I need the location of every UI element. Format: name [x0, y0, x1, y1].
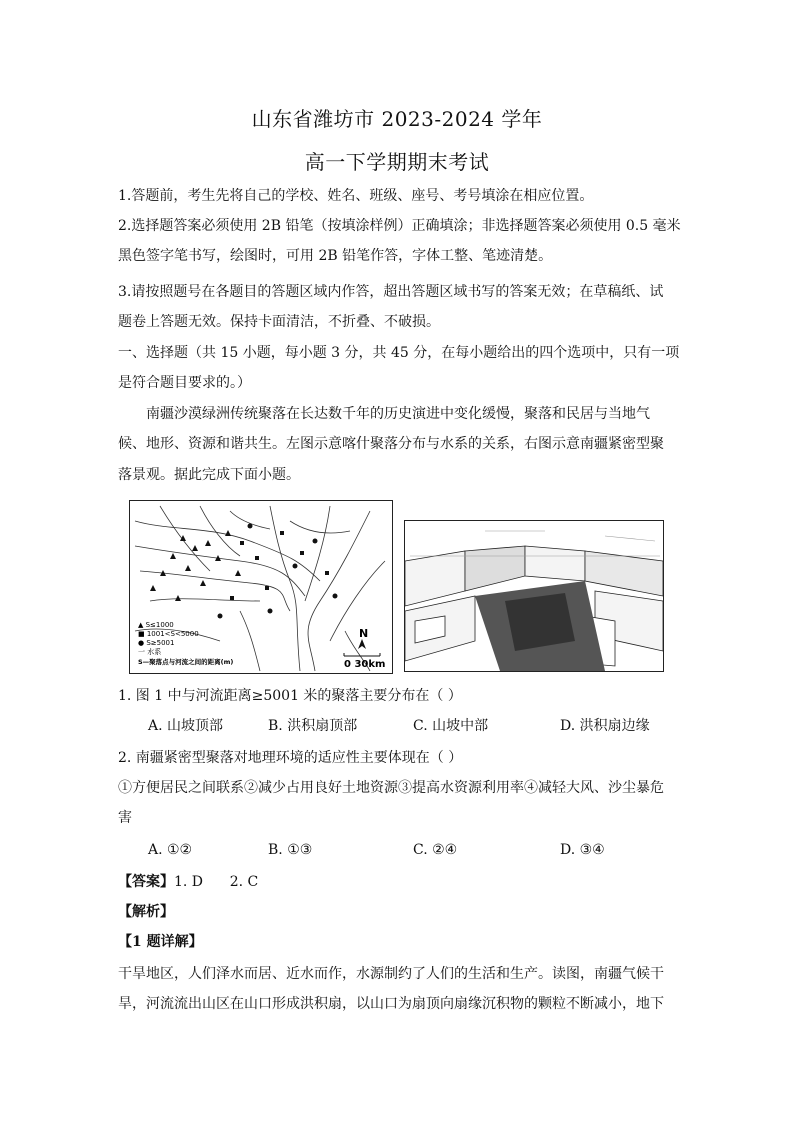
- detail-label: 【1 题详解】: [118, 934, 203, 950]
- north-arrow-icon: [358, 639, 366, 649]
- analysis-label: 【解析】: [118, 904, 174, 920]
- q2-option-c[interactable]: C. ②④: [413, 842, 458, 858]
- q2-option-d[interactable]: D. ③④: [560, 842, 605, 858]
- north-label: N: [359, 627, 369, 640]
- legend-item: ■ 1001<S<5000: [138, 630, 199, 638]
- detail-text: 干旱地区，人们泽水而居、近水而作，水源制约了人们的生活和生产。读图，南疆气候干: [118, 966, 664, 982]
- legend-note: S—聚落点与河流之间的距离(m): [138, 658, 234, 666]
- q2-option-b[interactable]: B. ①③: [268, 842, 313, 858]
- answer-value: 1. D 2. C: [174, 874, 259, 890]
- question-2-statements: 害: [118, 810, 132, 826]
- question-stem: 南疆沙漠绿洲传统聚落在长达数千年的历史演进中变化缓慢，聚落和民居与当地气: [146, 406, 650, 422]
- note-line: 1.答题前，考生先将自己的学校、姓名、班级、座号、考号填涂在相应位置。: [118, 188, 594, 204]
- q2-option-a[interactable]: A. ①②: [148, 842, 193, 858]
- question-2-text: 2. 南疆紧密型聚落对地理环境的适应性主要体现在（ ）: [118, 750, 463, 766]
- note-line: 题卷上答题无效。保持卡面清洁，不折叠、不破损。: [118, 314, 440, 330]
- q1-option-a[interactable]: A. 山坡顶部: [148, 718, 224, 734]
- compact-settlement-landscape: [404, 520, 664, 672]
- document-title: 山东省潍坊市 2023-2024 学年: [251, 107, 543, 131]
- legend-item: ● S≥5001: [138, 639, 175, 647]
- section-heading: 一、选择题（共 15 小题，每小题 3 分，共 45 分，在每小题给出的四个选项中，只有一项: [118, 345, 680, 361]
- question-stem: 候、地形、资源和谐共生。左图示意喀什聚落分布与水系的关系，右图示意南疆紧密型聚: [118, 436, 664, 452]
- q1-option-b[interactable]: B. 洪积扇顶部: [268, 718, 358, 734]
- detail-text: 旱，河流流出山区在山口形成洪积扇，以山口为扇顶向扇缘沉积物的颗粒不断减小，地下: [118, 996, 664, 1012]
- document-subtitle: 高一下学期期末考试: [304, 150, 490, 174]
- map-drawing: [130, 501, 392, 673]
- note-line: 3.请按照题号在各题目的答题区域内作答，超出答题区域书写的答案无效；在草稿纸、试: [118, 284, 664, 300]
- q1-option-c[interactable]: C. 山坡中部: [413, 718, 489, 734]
- legend-item: ▲ S≤1000: [138, 621, 174, 629]
- note-line: 黑色签字笔书写，绘图时，可用 2B 铅笔作答，字体工整、笔迹清楚。: [118, 248, 553, 264]
- legend-item: 一 水系: [138, 648, 162, 656]
- landscape-drawing: [405, 521, 663, 671]
- answer-row: [118, 872, 678, 892]
- q1-option-d[interactable]: D. 洪积扇边缘: [560, 718, 650, 734]
- scale-label: 0 30km: [344, 659, 386, 670]
- answer-label: 【答案】: [118, 874, 174, 890]
- question-2-statements: ①方便居民之间联系②减少占用良好土地资源③提高水资源利用率④减轻大风、沙尘暴危: [118, 780, 664, 796]
- kashgar-settlement-map: [129, 500, 393, 674]
- note-line: 2.选择题答案必须使用 2B 铅笔（按填涂样例）正确填涂；非选择题答案必须使用 0.5 毫米: [118, 218, 681, 234]
- question-stem: 落景观。据此完成下面小题。: [118, 467, 300, 483]
- section-heading: 是符合题目要求的。）: [118, 375, 251, 391]
- question-1-text: 1. 图 1 中与河流距离≥5001 米的聚落主要分布在（ ）: [118, 688, 462, 704]
